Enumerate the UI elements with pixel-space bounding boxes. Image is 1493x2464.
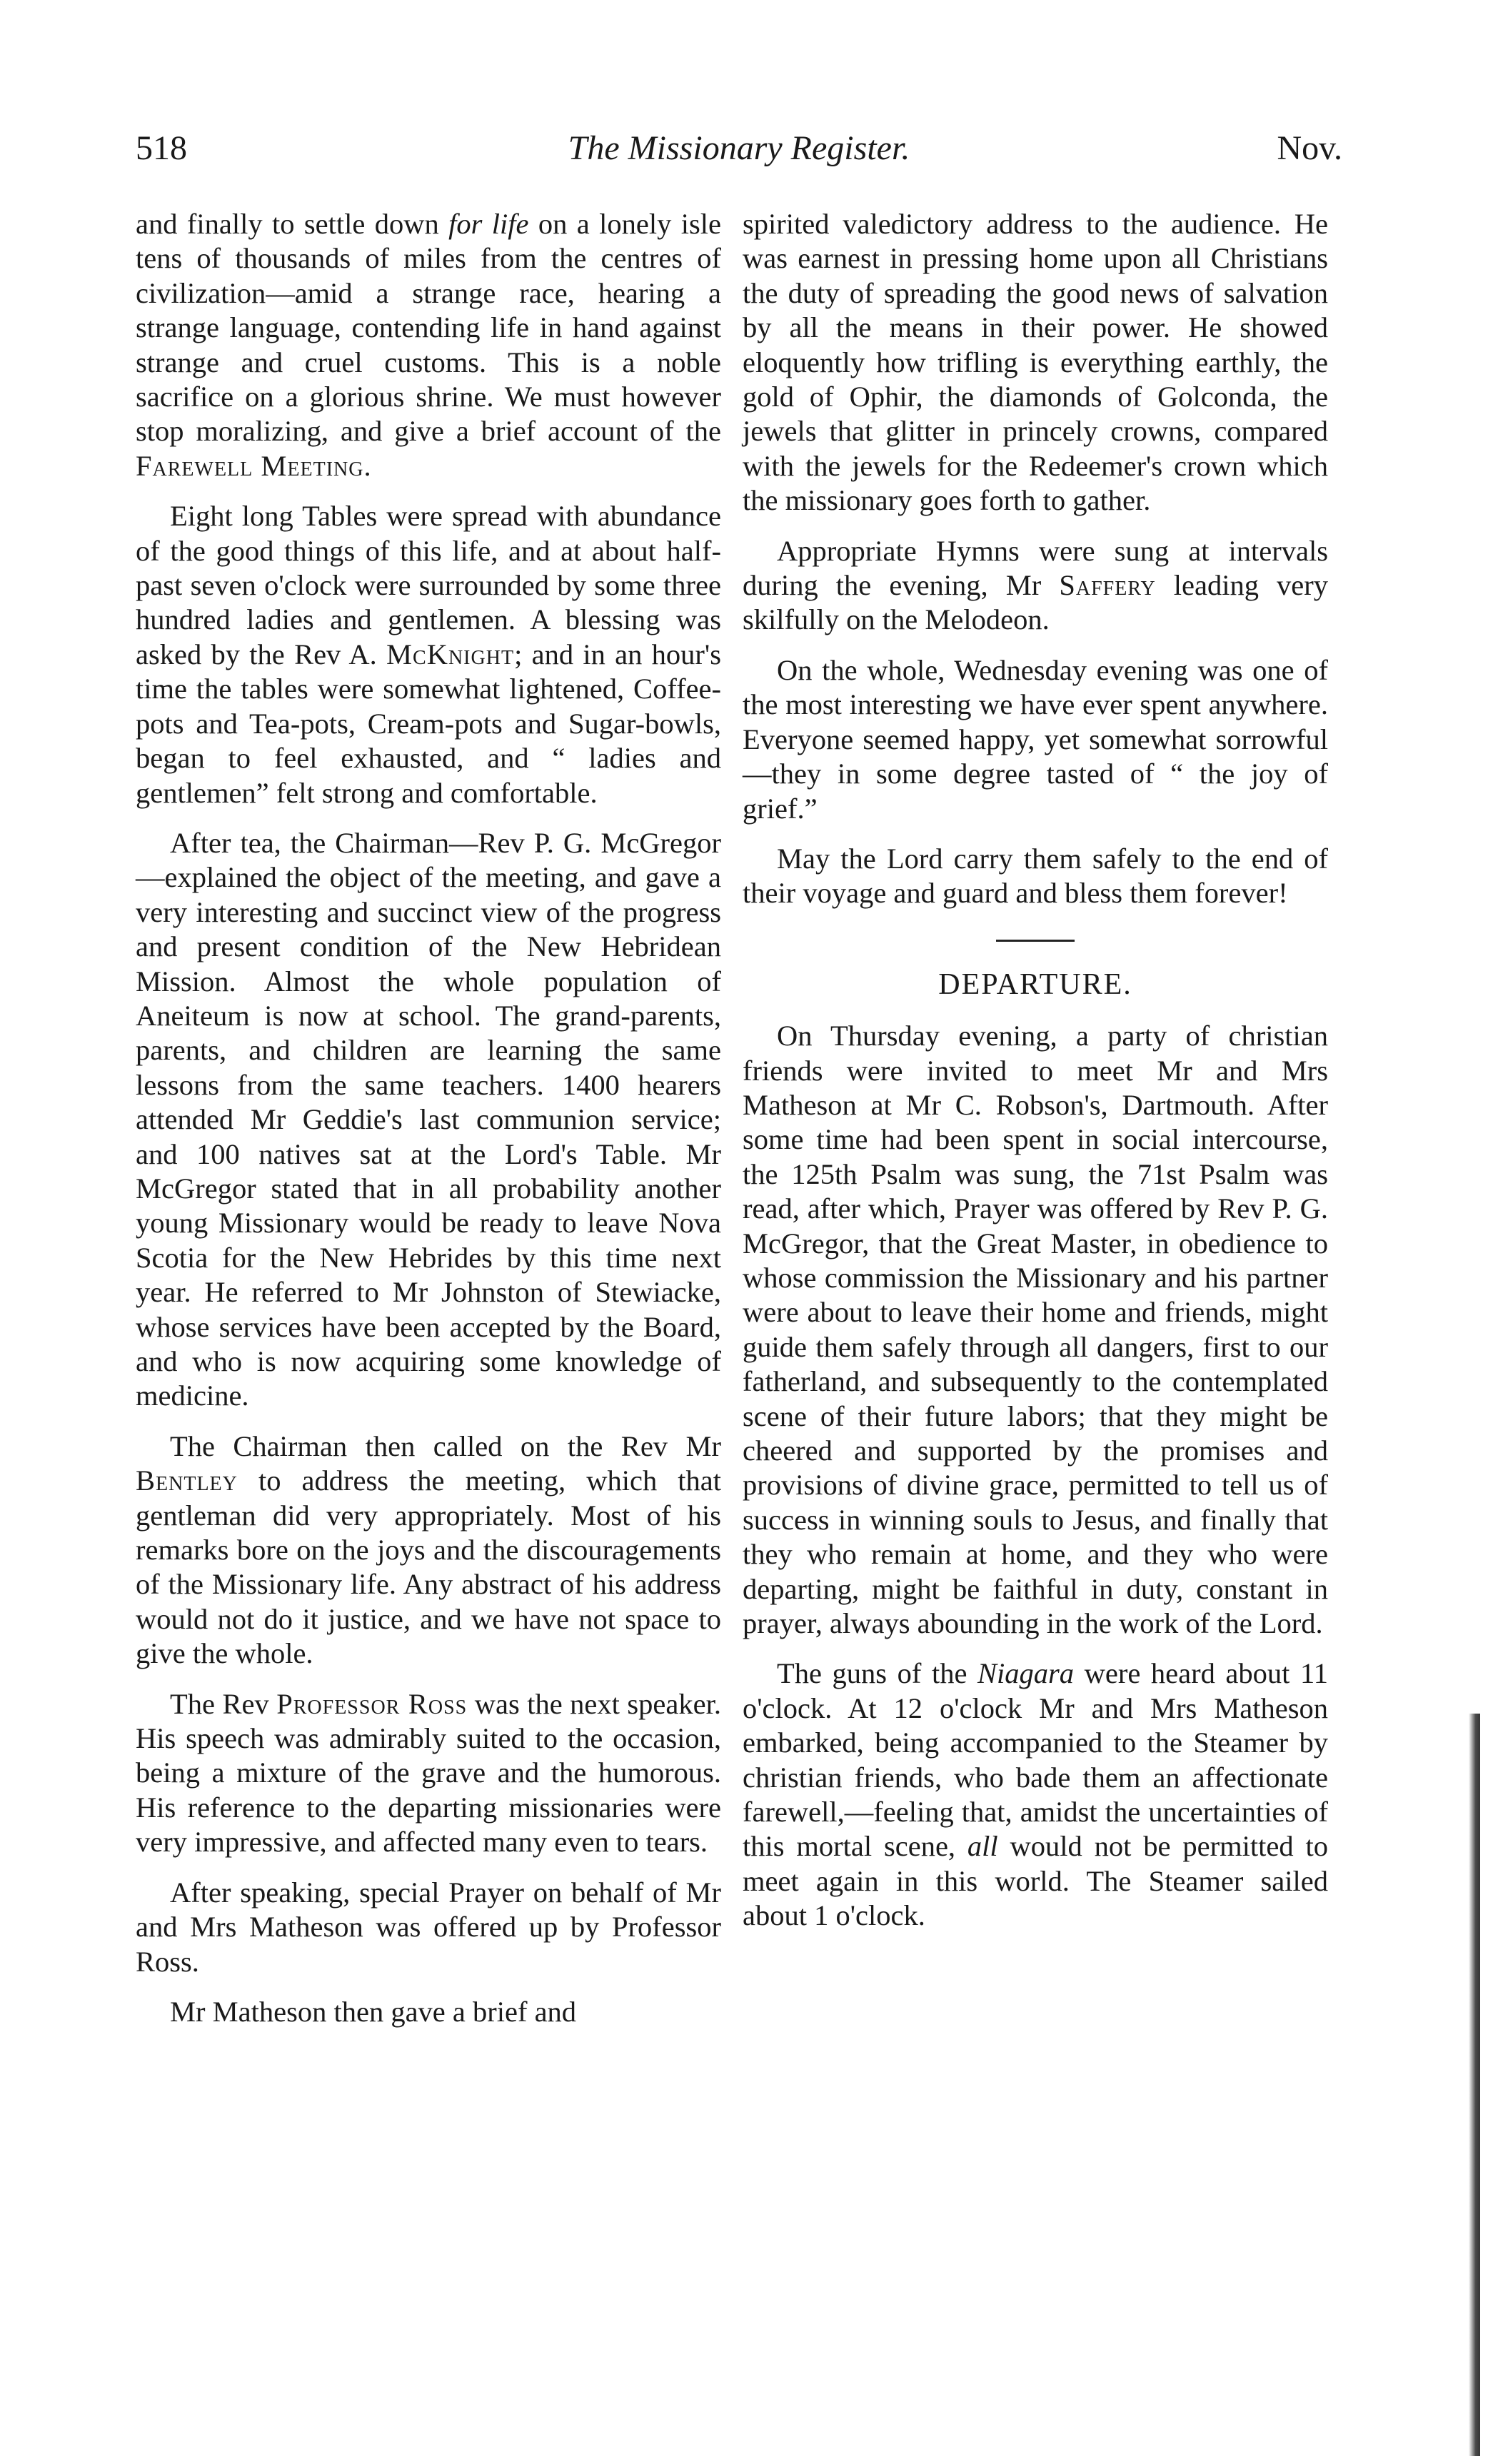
text-run: Appropriate Hymns were sung at intervals during the evening, Mr xyxy=(743,534,1328,602)
text-run: would not be permitted to meet again in this world. The Steamer sailed about 1 o'clock. xyxy=(743,1830,1328,1932)
paragraph xyxy=(136,1687,721,1860)
left-column xyxy=(136,207,721,2045)
paragraph xyxy=(743,1656,1328,1933)
text-run: The Chairman then called on the Rev Mr xyxy=(170,1429,721,1462)
text-run: leading very skilfully on the Melodeon. xyxy=(743,569,1328,636)
small-caps-text: Farewell Meeting xyxy=(136,449,364,482)
issue-month: Nov. xyxy=(1277,129,1342,167)
paragraph xyxy=(136,1429,721,1671)
binding-shadow xyxy=(1469,1714,1480,2456)
text-run: were heard about 11 o'clock. At 12 o'clock Mr and Mrs Matheson embarked, being accompanied to the Steamer by christian friends, who bade them an affectionate farewell,—feeling that, amidst the uncertainties of this mortal scene, xyxy=(743,1657,1328,1863)
text-run: Eight long Tables were spread with abundance of the good things of this life, and at about half-past seven o'clock were surrounded by some three hundred ladies and gentlemen. A blessing was asked by the Rev A. xyxy=(136,500,721,670)
journal-title: The Missionary Register. xyxy=(568,129,910,167)
paragraph: spirited valedictory address to the audience. He was earnest in pressing home upon all Christians the duty of spreading the good news of salvation by all the means in their power. He showed eloquently how trifling is everything earthly, the gold of Ophir, the diamonds of Golconda, the jewels that glitter in princely crowns, compared with the jewels for the Redeemer's crown which the missionary goes forth to gather. xyxy=(743,208,1328,517)
text-run: on a lonely isle tens of thousands of miles from the centres of civilization—amid a strange race, hearing a strange language, contending life in hand against strange and cruel customs. This is a noble sacrifice on a glorious shrine. We must however stop moralizing, and give a brief account of the xyxy=(136,208,721,448)
paragraph xyxy=(743,534,1328,638)
section-divider xyxy=(996,940,1075,942)
paragraph: After tea, the Chairman—Rev P. G. McGregor—explained the object of the meeting, and gave a very interesting and succinct view of the progress and present condition of the New Hebridean Mission. Almost the whole population of Aneiteum is now at school. The grand-parents, parents, and children are learning the same lessons from the same teachers. 1400 hearers attended Mr Geddie's last communion service; and 100 natives sat at the Lord's Table. Mr McGregor stated that in all probability another young Missionary would be ready to leave Nova Scotia for the New Hebrides by this time next year. He referred to Mr Johnston of Stewiacke, whose services have been accepted by the Board, and who is now acquiring some knowledge of medicine. xyxy=(136,826,721,1412)
right-column xyxy=(743,207,1328,1949)
paragraph: On Thursday evening, a party of christian friends were invited to meet Mr and Mrs Matheson at Mr C. Robson's, Dartmouth. After some time had been spent in social intercourse, the 125th Psalm was sung, the 71st Psalm was read, after which, Prayer was offered by Rev P. G. McGregor, that the Great Master, in obedience to whose commission the Missionary and his partner were about to leave their home and friends, might guide them safely through all dangers, first to our fatherland, and subsequently to the contemplated scene of their future labors; that they might be cheered and supported by the promises and provisions of divine grace, permitted to tell us of success in winning souls to Jesus, and finally that they who remain at home, and they who were departing, might be faithful in duty, constant in prayer, always abounding in the work of the Lord. xyxy=(743,1020,1328,1640)
paragraph: On the whole, Wednesday evening was one of the most interesting we have ever spent anywhere. Everyone seemed happy, yet somewhat sorrowful—they in some degree tasted of “ the joy of grief.” xyxy=(743,653,1328,825)
italic-text: all xyxy=(967,1830,998,1863)
section-heading: DEPARTURE. xyxy=(938,967,1132,1001)
text-run: to address the meeting, which that gentleman did very appropriately. Most of his remarks bore on the joys and the discouragements of the Missionary life. Any abstract of his address would not do it justice, and we have not space to give the whole. xyxy=(136,1464,721,1670)
small-caps-text: Bentley xyxy=(136,1464,238,1497)
paragraph: After speaking, special Prayer on behalf of Mr and Mrs Matheson was offered up by Professor Ross. xyxy=(136,1876,721,1978)
paragraph xyxy=(136,207,721,483)
italic-text: Niagara xyxy=(977,1657,1075,1690)
small-caps-text: Professor Ross xyxy=(276,1687,468,1720)
small-caps-text: Saffery xyxy=(1059,569,1156,602)
text-run: The Rev xyxy=(170,1687,277,1720)
paragraph xyxy=(136,499,721,810)
small-caps-text: McKnight xyxy=(386,638,515,670)
text-run: ; and in an hour's time the tables were somewhat lightened, Coffee-pots and Tea-pots, Cream-pots and Sugar-bowls, began to feel exhausted, and “ ladies and gentlemen” felt strong and comfortable. xyxy=(136,638,721,809)
text-run: . xyxy=(363,449,371,482)
paragraph: May the Lord carry them safely to the end of their voyage and guard and bless them forever! xyxy=(743,842,1328,910)
italic-text: for life xyxy=(448,208,529,240)
text-run: was the next speaker. His speech was admirably suited to the occasion, being a mixture of the grave and the humorous. His reference to the departing missionaries were very impressive, and affected many even to tears. xyxy=(136,1687,721,1859)
text-run: and finally to settle down xyxy=(136,208,449,240)
text-run: The guns of the xyxy=(777,1657,978,1690)
running-head xyxy=(136,129,1342,178)
paragraph: Mr Matheson then gave a brief and xyxy=(170,1995,577,2028)
page-number: 518 xyxy=(136,129,187,167)
